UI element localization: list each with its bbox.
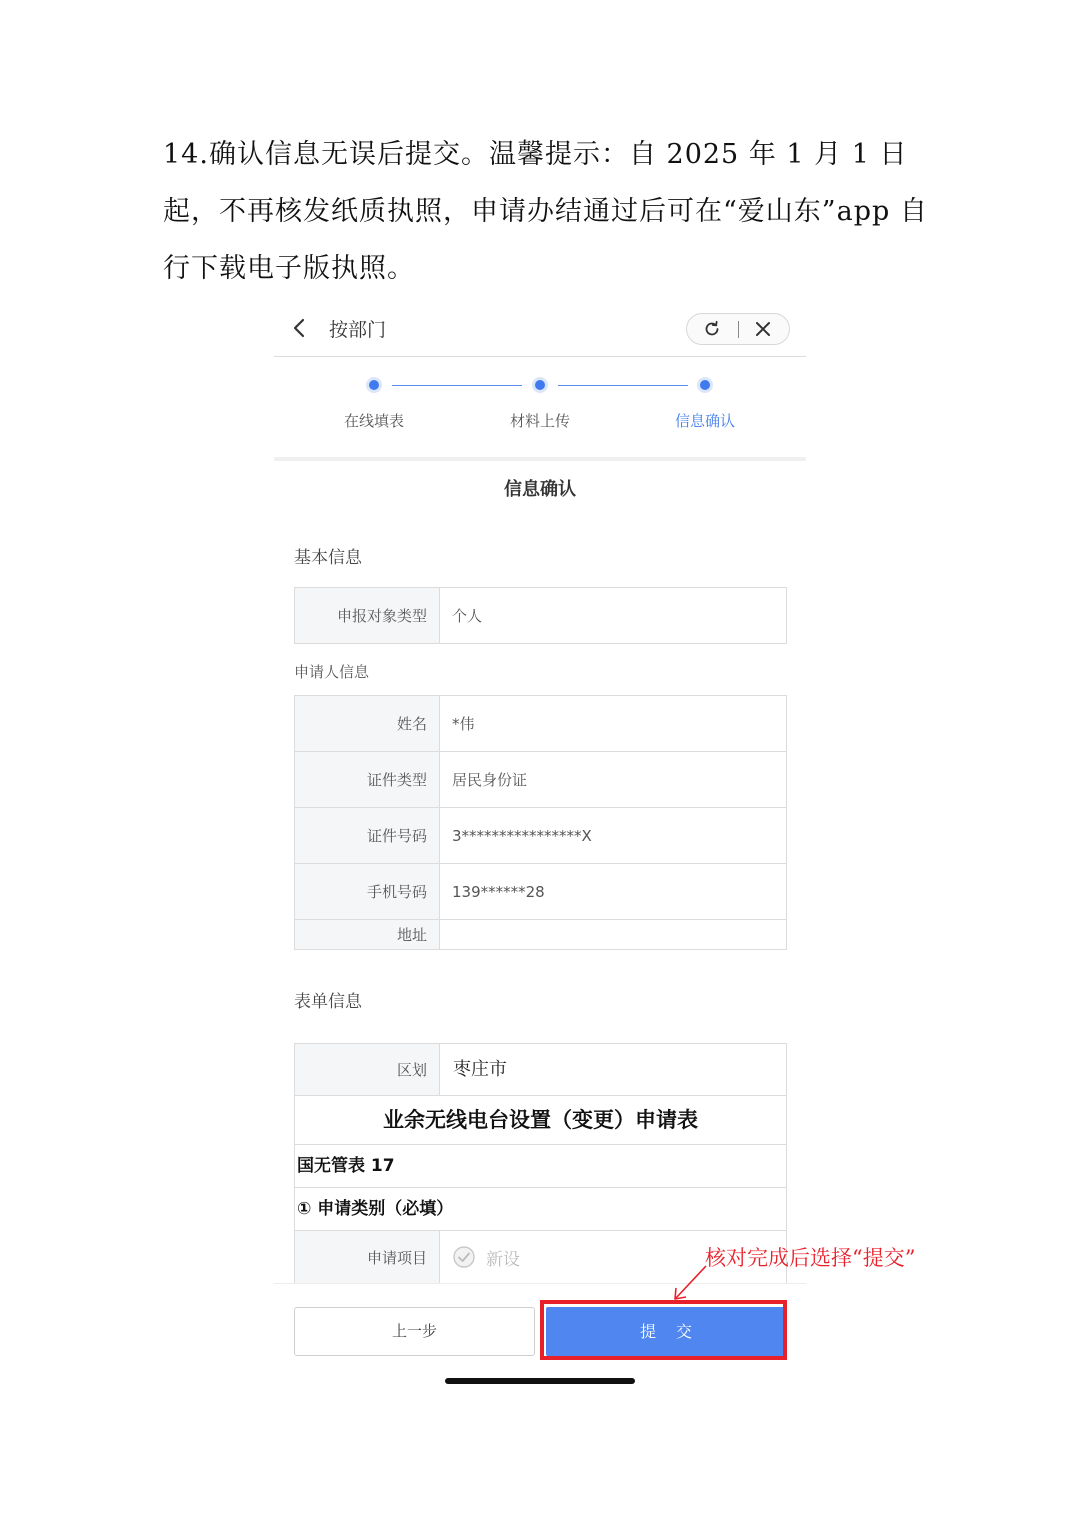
step-dot-2 [532, 377, 548, 393]
field-key: 证件号码 [295, 808, 440, 864]
field-value [440, 920, 787, 950]
application-item-value: 新设 [486, 1250, 520, 1270]
field-value: 139******28 [440, 864, 787, 920]
step-connector [558, 385, 688, 386]
step-label-confirm: 信息确认 [674, 412, 735, 430]
applicant-info-table [294, 695, 787, 950]
page-heading: 信息确认 [504, 479, 576, 500]
district-value: 枣庄市 [453, 1059, 507, 1080]
progress-steps [274, 357, 806, 461]
application-item-key: 申请项目 [295, 1231, 440, 1286]
form-info-title: 表单信息 [294, 992, 362, 1012]
field-key: 证件类型 [295, 752, 440, 808]
district-key: 区划 [295, 1044, 440, 1095]
application-category: ① 申请类别（必填） [297, 1199, 454, 1219]
annotation-arrow-icon [668, 1262, 712, 1306]
basic-info-title: 基本信息 [294, 548, 362, 568]
mini-program-capsule [686, 313, 790, 345]
form-code: 国无管表 17 [297, 1156, 395, 1176]
table-row [295, 696, 787, 752]
basic-info-table [294, 587, 787, 644]
step-label-fill-form: 在线填表 [343, 412, 404, 430]
instruction-text: 14.确认信息无误后提交。温馨提示：自 2025 年 1 月 1 日起，不再核发纸质执照，申请办结通过后可在“爱山东”app 自行下载电子版执照。 [163, 139, 928, 284]
table-row [295, 588, 787, 644]
phone-screen [274, 300, 806, 1390]
form-name-row [294, 1096, 787, 1145]
submit-highlight-box [540, 1300, 787, 1360]
nav-title: 按部门 [329, 319, 387, 341]
annotation-text: 核对完成后选择“提交” [705, 1246, 916, 1270]
step-dot-3 [697, 377, 713, 393]
back-arrow-icon[interactable] [288, 316, 312, 340]
home-indicator [445, 1378, 635, 1384]
field-value: *伟 [440, 696, 787, 752]
district-row [294, 1043, 787, 1096]
nav-bar [274, 300, 806, 357]
field-value: 3****************X [440, 808, 787, 864]
field-value: 个人 [440, 588, 787, 644]
field-key: 地址 [295, 920, 440, 950]
table-row [295, 752, 787, 808]
table-row [295, 920, 787, 950]
field-value: 居民身份证 [440, 752, 787, 808]
form-code-row [294, 1145, 787, 1188]
submit-button[interactable]: 提交 [546, 1307, 786, 1356]
refresh-icon[interactable] [703, 320, 721, 338]
step-dot-1 [366, 377, 382, 393]
step-connector [392, 385, 522, 386]
field-key: 手机号码 [295, 864, 440, 920]
field-key: 姓名 [295, 696, 440, 752]
previous-step-button[interactable]: 上一步 [294, 1307, 535, 1356]
close-icon[interactable] [755, 321, 771, 337]
check-circle-icon[interactable] [453, 1246, 475, 1268]
applicant-info-title: 申请人信息 [294, 663, 370, 681]
table-row [295, 808, 787, 864]
capsule-divider [738, 321, 739, 338]
category-row [294, 1188, 787, 1231]
step-label-upload: 材料上传 [509, 412, 570, 430]
field-key: 申报对象类型 [295, 588, 440, 644]
table-row [295, 864, 787, 920]
form-name: 业余无线电台设置（变更）申请表 [383, 1108, 698, 1132]
